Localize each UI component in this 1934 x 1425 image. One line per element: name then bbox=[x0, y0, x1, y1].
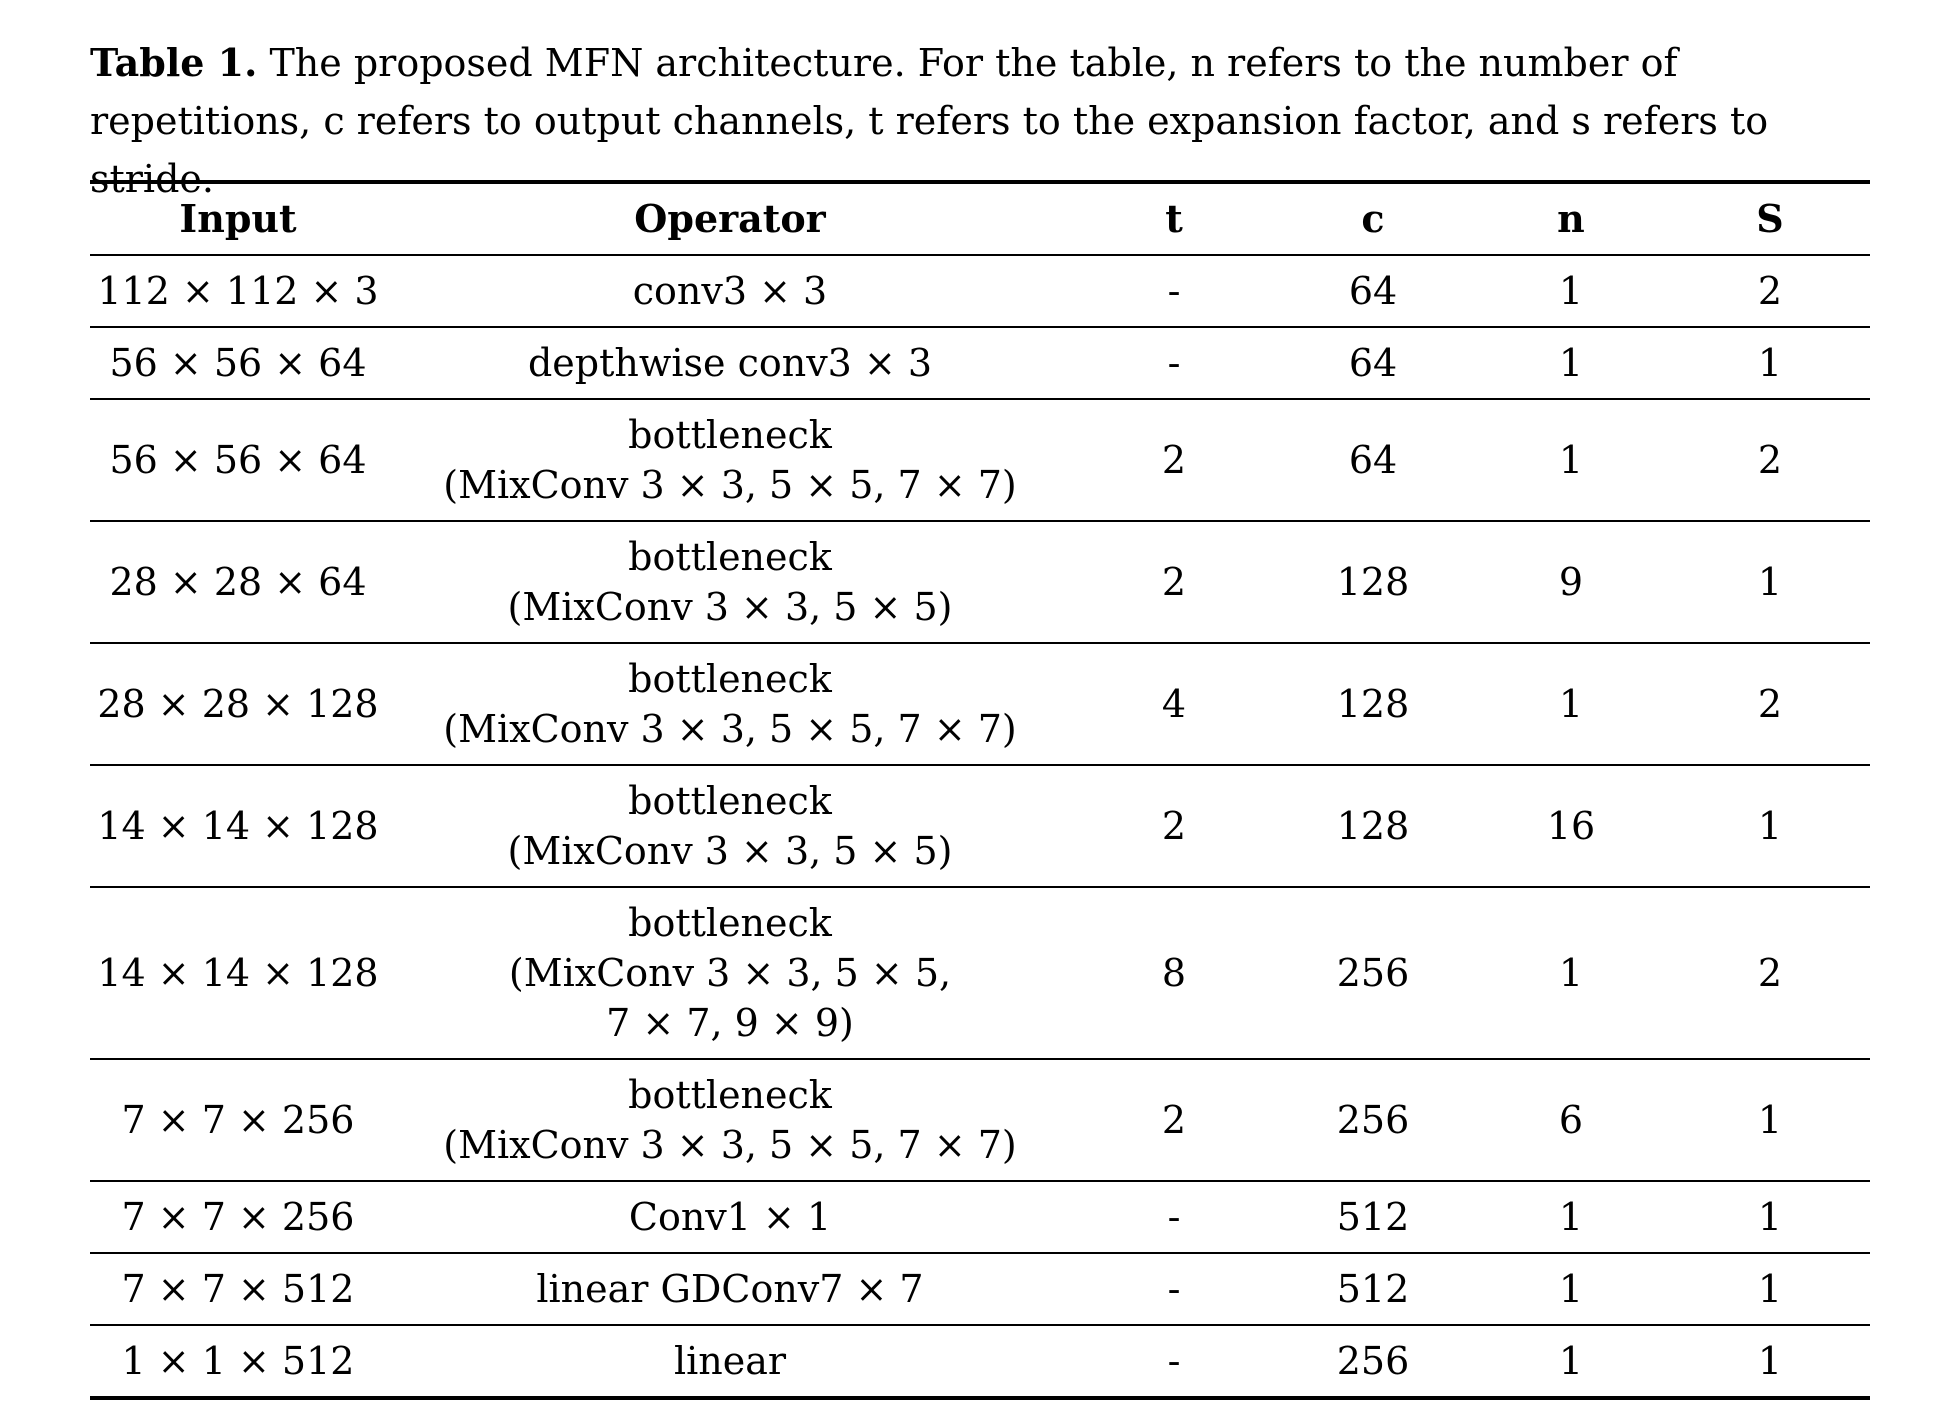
header-input: Input bbox=[179, 196, 297, 241]
caption-label: Table 1. bbox=[90, 40, 258, 85]
header-t: t bbox=[1165, 196, 1183, 241]
cell-s: 2 bbox=[1757, 951, 1783, 995]
cell-n: 1 bbox=[1558, 341, 1584, 385]
cell-c: 64 bbox=[1348, 341, 1398, 385]
cell-c: 256 bbox=[1336, 1098, 1410, 1142]
header-n: n bbox=[1557, 196, 1585, 241]
cell-s: 2 bbox=[1757, 438, 1783, 482]
cell-s: 1 bbox=[1757, 1267, 1783, 1311]
cell-s: 2 bbox=[1757, 682, 1783, 726]
cell-input: 7 × 7 × 256 bbox=[121, 1195, 355, 1239]
cell-t: - bbox=[1167, 1339, 1181, 1383]
cell-operator: linear GDConv7 × 7 bbox=[536, 1267, 924, 1311]
cell-t: 4 bbox=[1161, 682, 1187, 726]
cell-input: 112 × 112 × 3 bbox=[97, 269, 379, 313]
table-row bbox=[90, 1253, 1870, 1325]
cell-c: 64 bbox=[1348, 269, 1398, 313]
cell-t: 2 bbox=[1161, 438, 1187, 482]
cell-c: 128 bbox=[1336, 804, 1410, 848]
cell-operator: bottleneck (MixConv 3 × 3, 5 × 5, 7 × 7) bbox=[443, 1073, 1017, 1167]
cell-s: 1 bbox=[1757, 341, 1783, 385]
cell-operator: bottleneck (MixConv 3 × 3, 5 × 5) bbox=[507, 535, 953, 629]
cell-input: 28 × 28 × 64 bbox=[109, 560, 367, 604]
cell-c: 256 bbox=[1336, 951, 1410, 995]
cell-s: 1 bbox=[1757, 804, 1783, 848]
cell-t: - bbox=[1167, 1267, 1181, 1311]
table-row bbox=[90, 765, 1870, 887]
cell-t: - bbox=[1167, 341, 1181, 385]
cell-s: 1 bbox=[1757, 1098, 1783, 1142]
architecture-table bbox=[90, 180, 1870, 1400]
table-row bbox=[90, 1181, 1870, 1253]
cell-s: 1 bbox=[1757, 560, 1783, 604]
cell-s: 1 bbox=[1757, 1339, 1783, 1383]
cell-t: 2 bbox=[1161, 1098, 1187, 1142]
table-row bbox=[90, 887, 1870, 1059]
cell-input: 28 × 28 × 128 bbox=[97, 682, 379, 726]
table-row bbox=[90, 643, 1870, 765]
cell-t: 2 bbox=[1161, 804, 1187, 848]
cell-c: 256 bbox=[1336, 1339, 1410, 1383]
cell-input: 14 × 14 × 128 bbox=[97, 951, 379, 995]
cell-input: 14 × 14 × 128 bbox=[97, 804, 379, 848]
cell-n: 1 bbox=[1558, 269, 1584, 313]
cell-n: 1 bbox=[1558, 951, 1584, 995]
header-s: S bbox=[1756, 196, 1784, 241]
cell-operator: Conv1 × 1 bbox=[628, 1195, 832, 1239]
cell-t: 8 bbox=[1161, 951, 1187, 995]
cell-input: 56 × 56 × 64 bbox=[109, 438, 367, 482]
cell-operator: bottleneck (MixConv 3 × 3, 5 × 5, 7 × 7) bbox=[443, 413, 1017, 507]
header-row bbox=[90, 182, 1870, 255]
cell-operator: bottleneck (MixConv 3 × 3, 5 × 5, 7 × 7) bbox=[443, 657, 1017, 751]
cell-s: 2 bbox=[1757, 269, 1783, 313]
cell-c: 64 bbox=[1348, 438, 1398, 482]
cell-n: 16 bbox=[1546, 804, 1596, 848]
cell-n: 1 bbox=[1558, 438, 1584, 482]
cell-input: 1 × 1 × 512 bbox=[121, 1339, 355, 1383]
cell-operator: depthwise conv3 × 3 bbox=[527, 341, 933, 385]
header-c: c bbox=[1361, 196, 1385, 241]
cell-t: 2 bbox=[1161, 560, 1187, 604]
cell-n: 1 bbox=[1558, 1339, 1584, 1383]
table-row bbox=[90, 399, 1870, 521]
table-row bbox=[90, 1059, 1870, 1181]
table-row bbox=[90, 521, 1870, 643]
cell-n: 1 bbox=[1558, 682, 1584, 726]
cell-c: 512 bbox=[1336, 1195, 1410, 1239]
cell-c: 512 bbox=[1336, 1267, 1410, 1311]
cell-c: 128 bbox=[1336, 682, 1410, 726]
cell-s: 1 bbox=[1757, 1195, 1783, 1239]
table-row bbox=[90, 1325, 1870, 1398]
cell-t: - bbox=[1167, 1195, 1181, 1239]
cell-n: 6 bbox=[1558, 1098, 1584, 1142]
cell-c: 128 bbox=[1336, 560, 1410, 604]
cell-operator: linear bbox=[673, 1339, 787, 1383]
caption-text: The proposed MFN architecture. For the table, n refers to the number of repetitions, c refers to output channels, t refers to the expansion factor, and s refers to stride. bbox=[90, 41, 1769, 201]
table-row bbox=[90, 327, 1870, 399]
cell-operator: bottleneck (MixConv 3 × 3, 5 × 5, 7 × 7, 9 × 9) bbox=[508, 901, 952, 1045]
cell-t: - bbox=[1167, 269, 1181, 313]
cell-n: 1 bbox=[1558, 1267, 1584, 1311]
cell-input: 7 × 7 × 256 bbox=[121, 1098, 355, 1142]
table-row bbox=[90, 255, 1870, 327]
header-operator: Operator bbox=[634, 196, 826, 241]
cell-operator: bottleneck (MixConv 3 × 3, 5 × 5) bbox=[507, 779, 953, 873]
cell-input: 7 × 7 × 512 bbox=[121, 1267, 355, 1311]
cell-input: 56 × 56 × 64 bbox=[109, 341, 367, 385]
cell-n: 9 bbox=[1558, 560, 1584, 604]
cell-n: 1 bbox=[1558, 1195, 1584, 1239]
cell-operator: conv3 × 3 bbox=[632, 269, 828, 313]
